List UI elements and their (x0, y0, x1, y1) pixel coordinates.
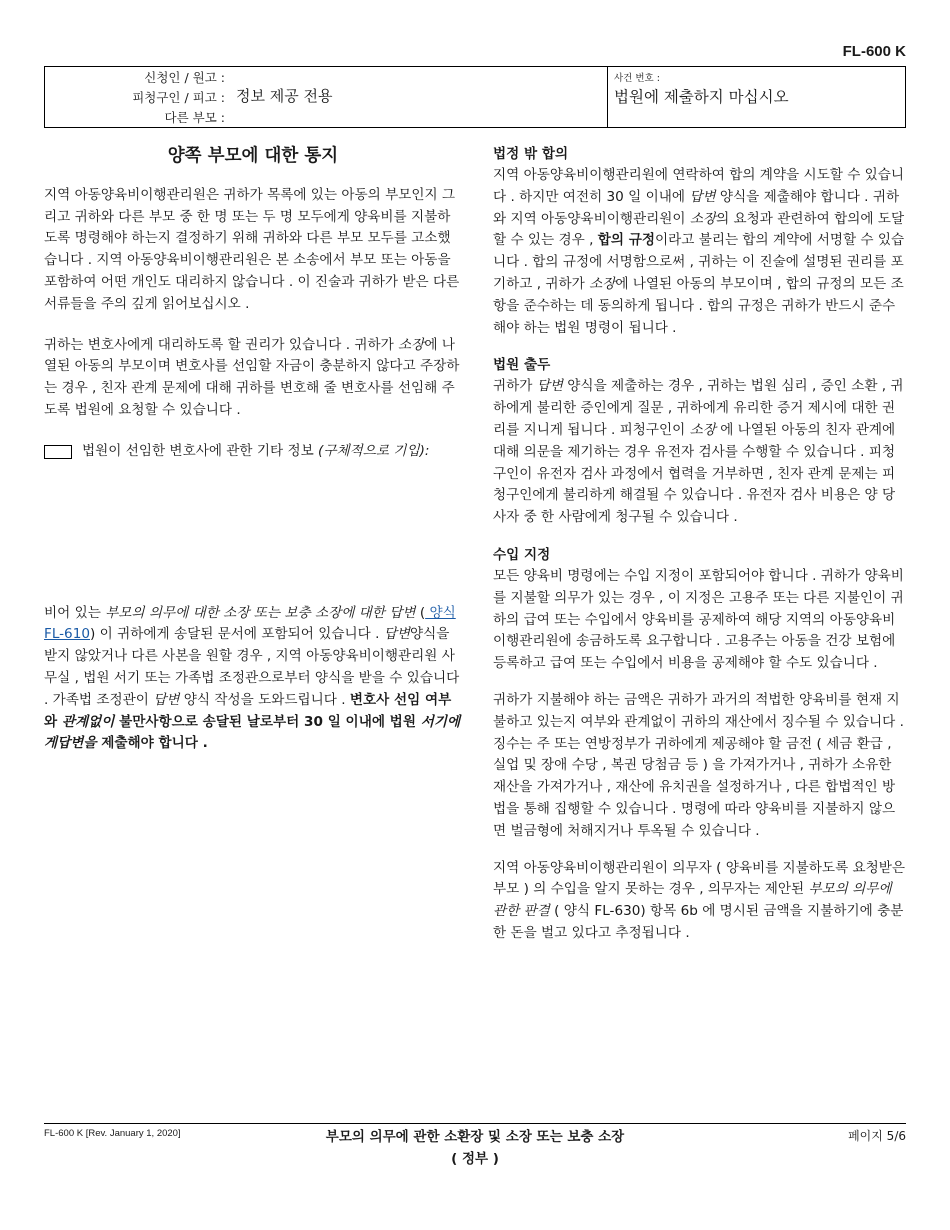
heading-settlement: 법정 밖 합의 (493, 146, 569, 162)
do-not-file-notice: 법원에 제출하지 마십시오 (614, 88, 789, 106)
paragraph-presumed-income: 지역 아동양육비이행관리원이 의무자 ( 양육비를 지불하도록 요청받은 부모 ) 의 수입을 알지 못하는 경우 , 의무자는 제안된 부모의 의무에 관한 판결 ( 양식 FL-630) 항목 6b 에 명시된 금액을 지불하기에 충분한 돈을 벌고 있다고 추정됩니다 . (493, 859, 906, 941)
paragraph-lawsuit: 지역 아동양육비이행관리원은 귀하가 목록에 있는 아동의 부모인지 그리고 귀하와 다른 부모 중 한 명 또는 두 명 모두에게 양육비를 지불하도록 명령해야 하는지 결정하기 위해 귀하와 다른 부모 모두를 고소했습니다 . 지역 아동양육비이행관리원은 본 소송에서 부모 또는 아동을 포함하여 어떤 개인도 대리하지 않습니다 . 이 진술과 귀하가 받은 다른 서류들을 주의 깊게 읽어보십시오 . (44, 186, 460, 312)
blank-space (44, 463, 462, 603)
left-column (44, 140, 462, 774)
page-title: 양쪽 부모에 대한 통지 (167, 146, 339, 166)
paragraph-attorney-right: 귀하는 변호사에게 대리하도록 할 권리가 있습니다 . 귀하가 소장에 나열된 아동의 부모이며 변호사를 선임할 자금이 충분하지 않다고 주장하는 경우 , 친자 관계 문제에 대해 귀하를 변호해 줄 변호사를 선임해 주도록 법원에 요청할 수 있습니다 . (44, 336, 460, 418)
right-column (493, 140, 907, 960)
form-fl610-link[interactable]: 양식 FL-610 (44, 604, 456, 643)
case-number-label: 사건 번호 : (614, 73, 660, 84)
heading-court-appearance: 법원 출두 (493, 357, 551, 374)
footer-divider (44, 1123, 906, 1124)
form-id: FL-600 K (842, 43, 906, 60)
footer-title (250, 1126, 700, 1170)
checkbox-label: 법원이 선임한 변호사에 관한 기타 정보 (구체적으로 기입): (82, 442, 430, 459)
paragraph-court-appearance: 귀하가 답변 양식을 제출하는 경우 , 귀하는 법원 심리 , 증인 소환 , 귀하에게 불리한 증인에게 질문 , 귀하에게 유리한 증거 제시에 대한 권리를 지니게 됩니다 . 피청구인이 소장 에 나열된 아동의 친자 관계에 대해 의문을 제기하는 경우 유전자 검사를 수행할 수 있습니다 . 피청구인이 유전자 검사 과정에서 협력을 거부하면 , 친자 관계 문제는 피청구인에게 불리하게 해결될 수 있습니다 . 유전자 검사 비용은 양 당사자 중 한 사람에게 청구될 수 있습니다 . (493, 378, 904, 526)
heading-income-withholding: 수입 지정 (493, 546, 551, 563)
attorney-info-checkbox[interactable] (44, 445, 72, 459)
case-number-section (608, 67, 905, 127)
paragraph-collection: 귀하가 지불해야 하는 금액은 귀하가 과거의 적법한 양육비를 현재 지불하고 있는지 여부와 관계없이 귀하의 재산에서 징수될 수 있습니다 . 징수는 주 또는 연방정부가 귀하에게 제공해야 할 금전 ( 세금 환급 , 실업 및 장애 수당 , 복권 당첨금 등 ) 을 가져가거나 , 귀하가 소유한 재산을 가져가거나 , 재산에 유치권을 설정하거나 , 다른 합법적인 방법을 통해 집행할 수 있습니다 . 명령에 따라 양육비를 지불하지 않으면 벌금형에 처해지거나 투옥될 수 있습니다 . (493, 691, 904, 839)
paragraph-response-form: 비어 있는 부모의 의무에 대한 소장 또는 보충 소장에 대한 답변 ( 양식 FL-610) 이 귀하에게 송달된 문서에 포함되어 있습니다 . 답변양식을 받지 않았거나 다른 사본을 원할 경우 , 지역 아동양육비이행관리원 사무실 , 법원 서기 또는 가족법 조정관으로부터 양식을 받을 수 있습니다 . 가족법 조정관이 답변 양식 작성을 도와드립니다 . 변호사 선임 여부와 관계없이 불만사항으로 송달된 날로부터 30 일 이내에 법원 서기에게답변을 제출해야 합니다 . (44, 604, 461, 752)
attorney-info-checkbox-row (44, 441, 462, 463)
footer-title-line1: 부모의 의무에 관한 소환장 및 소장 또는 보충 소장 (325, 1129, 625, 1145)
other-parent-label: 다른 부모 : (164, 110, 225, 125)
page-number: 페이지 5/6 (848, 1129, 906, 1143)
respondent-label: 피청구인 / 피고 : (132, 90, 225, 105)
paragraph-settlement: 지역 아동양육비이행관리원에 연락하여 합의 계약을 시도할 수 있습니다 . 하지만 여전히 30 일 이내에 답변 양식을 제출해야 합니다 . 귀하와 지역 아동양육비이행관리원이 소장의 요청과 관련하여 합의에 도달할 수 있는 경우 , 합의 규정이라고 불리는 합의 계약에 서명할 수 있습니다 . 합의 규정에 서명함으로써 , 귀하는 이 진술에 설명된 권리를 포기하고 , 귀하가 소장에 나열된 아동의 부모이며 , 합의 규정의 모든 조항을 준수하는 데 동의하게 됩니다 . 합의 규정은 귀하가 반드시 준수해야 하는 법원 명령이 됩니다 . (493, 167, 905, 336)
revision-label: FL-600 K [Rev. January 1, 2020] (44, 1128, 181, 1139)
petitioner-label: 신청인 / 원고 : (144, 70, 225, 85)
paragraph-income-withholding: 모든 양육비 명령에는 수입 지정이 포함되어야 합니다 . 귀하가 양육비를 지불할 의무가 있는 경우 , 이 지정은 고용주 또는 다른 지불인이 귀하의 급여 또는 수입에서 양육비를 공제하여 해당 지역의 아동양육비이행관리원에 송금하도록 요구합니다 . 고용주는 아동을 건강 보험에 등록하고 급여 또는 수입에서 비용을 공제해야 할 수도 있습니다 . (493, 567, 904, 672)
case-caption (44, 66, 906, 128)
footer-title-line2: ( 정부 ) (451, 1151, 499, 1167)
party-names-section (45, 67, 608, 127)
info-only-notice: 정보 제공 전용 (236, 87, 333, 105)
